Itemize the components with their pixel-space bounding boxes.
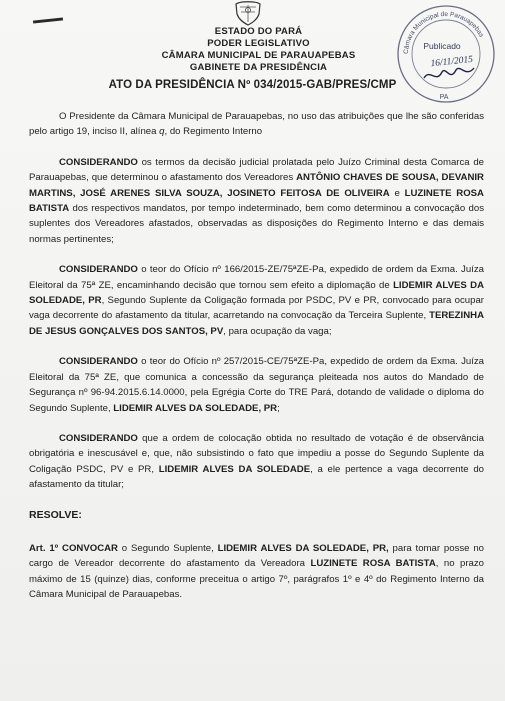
stamp-label: Publicado — [423, 41, 461, 51]
letterhead-branch: PODER LEGISLATIVO — [207, 38, 310, 49]
considering-paragraph-1: CONSIDERANDO os termos da decisão judicial prolatada pelo Juízo Criminal desta Comarca de Parauapebas, que determinou o afastamento dos Vereadores ANTÔNIO CHAVES DE SOUSA, DEVANIR MARTINS, JOSÉ ARENES SILVA SOUZA, JOSINETO FEITOSA DE OLIVEIRA e LUZINETE ROSA BATISTA dos respectivos mandatos, por tempo indeterminado, bem como determinou a convocação dos suplentes dos Vereadores afastados, observadas as disposições do Regimento Interno e das demais normas pertinentes; — [29, 156, 484, 245]
stamp-signature-icon — [424, 68, 474, 78]
intro-paragraph: O Presidente da Câmara Municipal de Parauapebas, no uso das atribuições que lhe são conferidas pelo artigo 19, inciso II, alínea q, do Regimento Interno — [29, 111, 484, 138]
article-1: Art. 1º CONVOCAR o Segundo Suplente, LIDEMIR ALVES DA SOLEDADE, PR, para tomar posse no cargo de Vereador decorrente do afastamento da Vereadora LUZINETE ROSA BATISTA, no prazo máximo de 15 (quinze) dias, conforme preceitua o artigo 7º, parágrafos 1º e 4º do Regimento Interno da Câmara Municipal de Parauapebas. — [29, 542, 484, 601]
stamp-date: 16/11/2015 — [430, 54, 474, 70]
stamp-ring-text: Câmara Municipal de Parauapebas — [402, 10, 485, 55]
state-coat-of-arms-icon — [231, 0, 265, 26]
considering-paragraph-4: CONSIDERANDO que a ordem de colocação obtida no resultado de votação é de observância obrigatória e inescusável e, que, não subsistindo o fato que impediu a posse do Segundo Suplente da Coligação PSDC, PV e PR, LIDEMIR ALVES DA SOLEDADE, a ele pertence a vaga decorrente do afastamento da titular; — [29, 432, 484, 491]
considering-paragraph-3: CONSIDERANDO o teor do Ofício nº 257/2015-CE/75ªZE-Pa, expedido de ordem da Exma. Juíza Eleitoral da 75ª ZE, que comunica a concessão da segurança pleiteada nos autos do Mandado de Segurança nº 96-94.2015.6.14.0000, pela Egrégia Corte do TRE Pará, dotando de validade o diploma do Segundo Suplente, LIDEMIR ALVES DA SOLEDADE, PR; — [29, 356, 484, 414]
stamp-state: PA — [439, 94, 449, 101]
act-body — [29, 109, 484, 618]
letterhead-office: GABINETE DA PRESIDÊNCIA — [189, 62, 328, 73]
letterhead-chamber: CÂMARA MUNICIPAL DE PARAUAPEBAS — [161, 50, 356, 61]
resolve-heading: RESOLVE: — [29, 508, 82, 521]
letterhead-state: ESTADO DO PARÁ — [214, 26, 303, 37]
pen-mark — [33, 17, 63, 23]
act-title: ATO DA PRESIDÊNCIA Nº 034/2015-GAB/PRES/CMP — [108, 79, 397, 91]
considering-paragraph-2: CONSIDERANDO o teor do Ofício nº 166/2015-ZE/75ªZE-Pa, expedido de ordem da Exma. Juíza Eleitoral da 75ª ZE, encaminhando decisão que tornou sem efeito a diplomação de LIDEMIR ALVES DA SOLEDADE, PR, Segundo Suplente da Coligação formada por PSDC, PV e PR, convocado para ocupar vaga decorrente do afastamento da titular, acarretando na convocação da Terceira Suplente, TEREZINHA DE JESUS GONÇALVES DOS SANTOS, PV, para ocupação da vaga; — [29, 264, 485, 337]
